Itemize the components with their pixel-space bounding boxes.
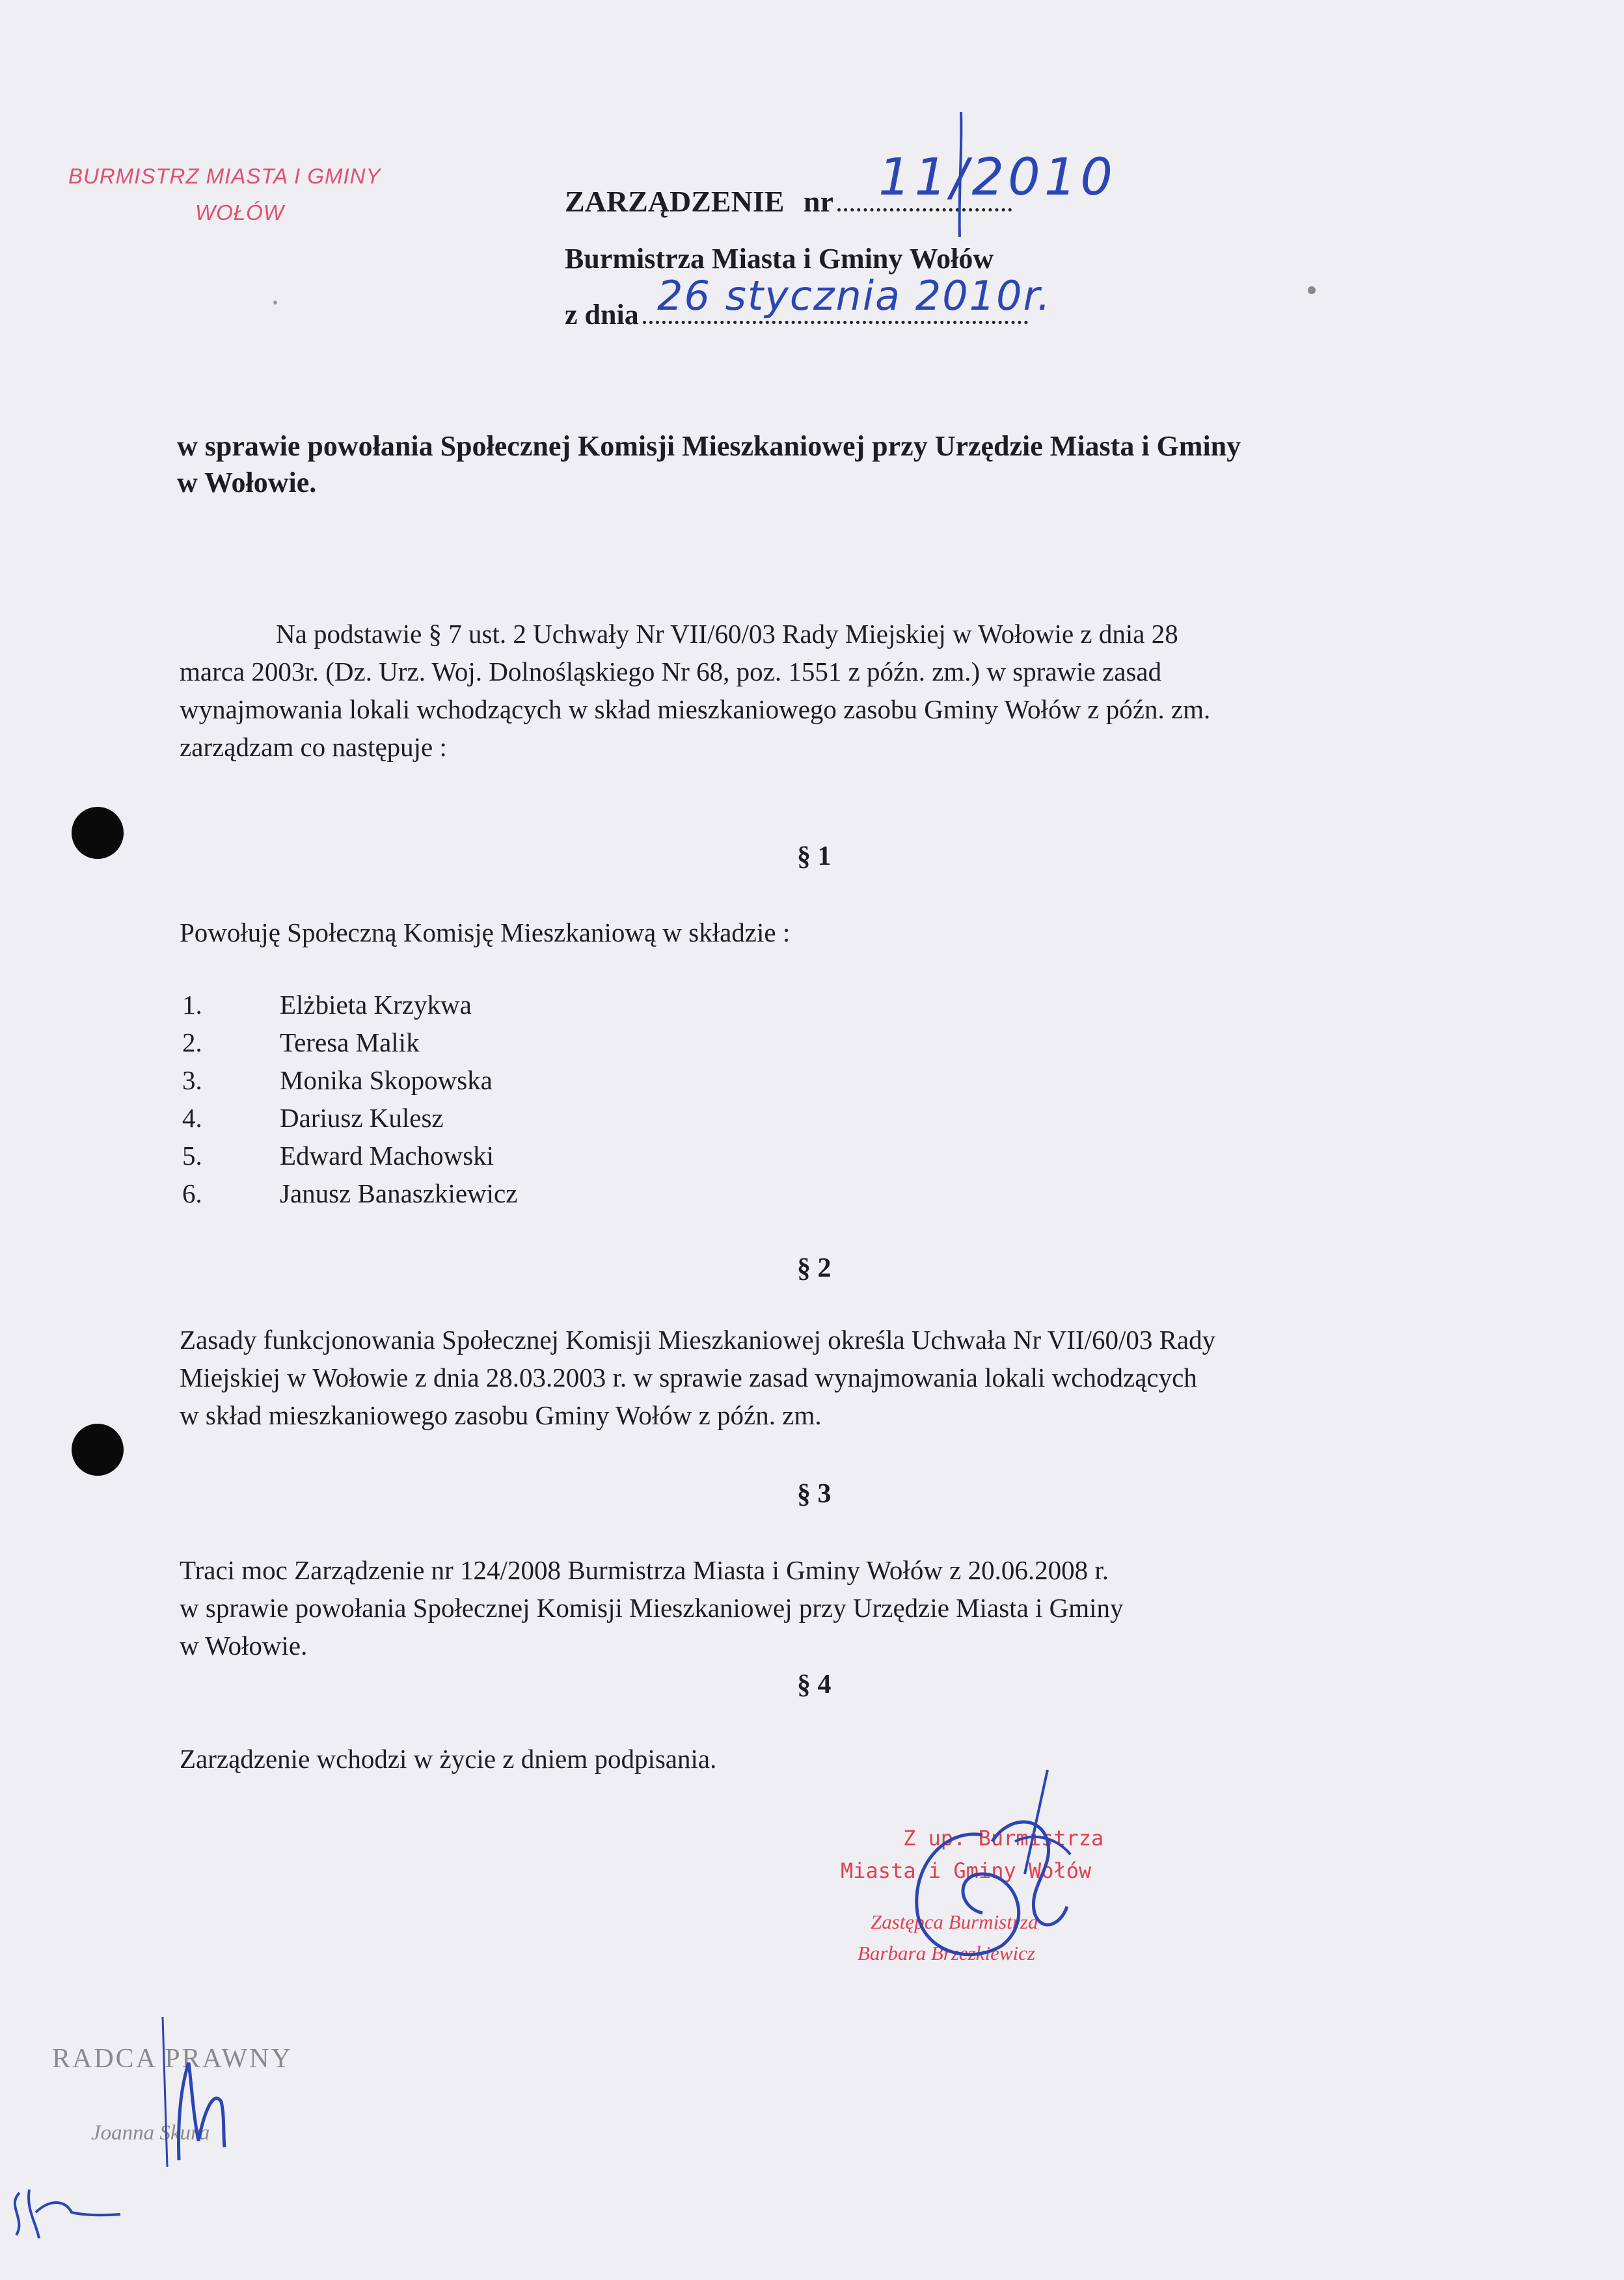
section-3-line1: Traci moc Zarządzenie nr 124/2008 Burmistrza Miasta i Gminy Wołów z 20.06.2008 r. bbox=[180, 1555, 1109, 1585]
section-1-heading: § 1 bbox=[797, 841, 832, 871]
member-name: Dariusz Kulesz bbox=[280, 1103, 444, 1133]
legal-stamp-name: Joanna Skura bbox=[91, 2121, 210, 2145]
handwritten-date: 26 stycznia 2010r. bbox=[657, 272, 1052, 319]
punch-hole-bottom bbox=[72, 1424, 124, 1476]
section-4-heading: § 4 bbox=[797, 1670, 832, 1700]
handwritten-signature bbox=[885, 1757, 1093, 1978]
member-name: Monika Skopowska bbox=[280, 1065, 493, 1095]
section-2-line2: Miejskiej w Wołowie z dnia 28.03.2003 r. w sprawie zasad wynajmowania lokali wchodzących bbox=[180, 1363, 1197, 1392]
list-item bbox=[182, 1178, 517, 1215]
member-list bbox=[182, 989, 517, 1215]
member-number: 1. bbox=[182, 990, 202, 1020]
corner-scribble bbox=[0, 2177, 130, 2255]
scan-speck bbox=[273, 301, 277, 305]
date-label: z dnia bbox=[565, 299, 639, 331]
list-item bbox=[182, 1065, 517, 1102]
member-name: Elżbieta Krzykwa bbox=[280, 990, 472, 1020]
legal-initials-signature bbox=[153, 2011, 257, 2180]
section-2-body bbox=[180, 1321, 1450, 1434]
title-word: ZARZĄDZENIE bbox=[565, 185, 785, 218]
list-item bbox=[182, 1140, 517, 1178]
preamble-line4: zarządzam co następuje : bbox=[180, 732, 447, 762]
member-number: 4. bbox=[182, 1103, 202, 1133]
list-item bbox=[182, 1102, 517, 1140]
nr-label: nr bbox=[803, 185, 833, 218]
issuer-name: Burmistrza Miasta i Gminy Wołów bbox=[565, 243, 994, 275]
member-number: 2. bbox=[182, 1027, 202, 1057]
signature-stamp-line2: Miasta i Gminy Wołów bbox=[841, 1858, 1092, 1883]
section-2-heading: § 2 bbox=[797, 1253, 832, 1283]
member-name: Janusz Banaszkiewicz bbox=[280, 1178, 518, 1208]
section-3-line3: w Wołowie. bbox=[180, 1631, 308, 1661]
subject-line2: w Wołowie. bbox=[177, 467, 317, 498]
subject-line1: w sprawie powołania Społecznej Komisji Mieszkaniowej przy Urzędzie Miasta i Gminy bbox=[177, 430, 1241, 462]
signature-stamp-line1: Z up. Burmistrza bbox=[903, 1826, 1104, 1851]
section-3-body bbox=[180, 1551, 1450, 1664]
preamble bbox=[180, 615, 1450, 766]
member-name: Edward Machowski bbox=[280, 1141, 494, 1171]
scan-speck bbox=[1308, 286, 1316, 294]
preamble-line2: marca 2003r. (Dz. Urz. Woj. Dolnośląskiego Nr 68, poz. 1551 z późn. zm.) w sprawie zasad bbox=[180, 657, 1162, 686]
punch-hole-top bbox=[72, 807, 124, 859]
issuer-stamp-line1: BURMISTRZ MIASTA I GMINY bbox=[68, 164, 381, 188]
issuer-stamp-line2: WOŁÓW bbox=[195, 200, 284, 224]
section-3-line2: w sprawie powołania Społecznej Komisji Mieszkaniowej przy Urzędzie Miasta i Gminy bbox=[180, 1593, 1124, 1623]
section-1-intro: Powołuję Społeczną Komisję Mieszkaniową w składzie : bbox=[180, 917, 791, 947]
section-2-line3: w skład mieszkaniowego zasobu Gminy Wołów z późn. zm. bbox=[180, 1400, 822, 1430]
number-slash-stroke bbox=[947, 109, 973, 239]
section-3-heading: § 3 bbox=[797, 1479, 832, 1509]
handwritten-number: 11/2010 bbox=[878, 148, 1117, 207]
signature-stamp-line4: Barbara Brzezkiewicz bbox=[858, 1942, 1035, 1964]
list-item bbox=[182, 1027, 517, 1065]
member-number: 6. bbox=[182, 1178, 202, 1208]
member-name: Teresa Malik bbox=[280, 1027, 420, 1057]
section-4-body: Zarządzenie wchodzi w życie z dniem podpisania. bbox=[180, 1744, 717, 1774]
member-number: 5. bbox=[182, 1141, 202, 1171]
member-number: 3. bbox=[182, 1065, 202, 1095]
signature-stamp-line3: Zastępca Burmistrza bbox=[871, 1910, 1038, 1933]
preamble-line1: Na podstawie § 7 ust. 2 Uchwały Nr VII/60/03 Rady Miejskiej w Wołowie z dnia 28 bbox=[276, 619, 1178, 649]
document-subject bbox=[177, 428, 1452, 501]
preamble-line3: wynajmowania lokali wchodzących w skład mieszkaniowego zasobu Gminy Wołów z późn. zm. bbox=[180, 694, 1211, 724]
legal-stamp-title: RADCA PRAWNY bbox=[52, 2044, 293, 2074]
list-item bbox=[182, 989, 517, 1027]
section-2-line1: Zasady funkcjonowania Społecznej Komisji Mieszkaniowej określa Uchwała Nr VII/60/03 Rady bbox=[180, 1325, 1216, 1355]
